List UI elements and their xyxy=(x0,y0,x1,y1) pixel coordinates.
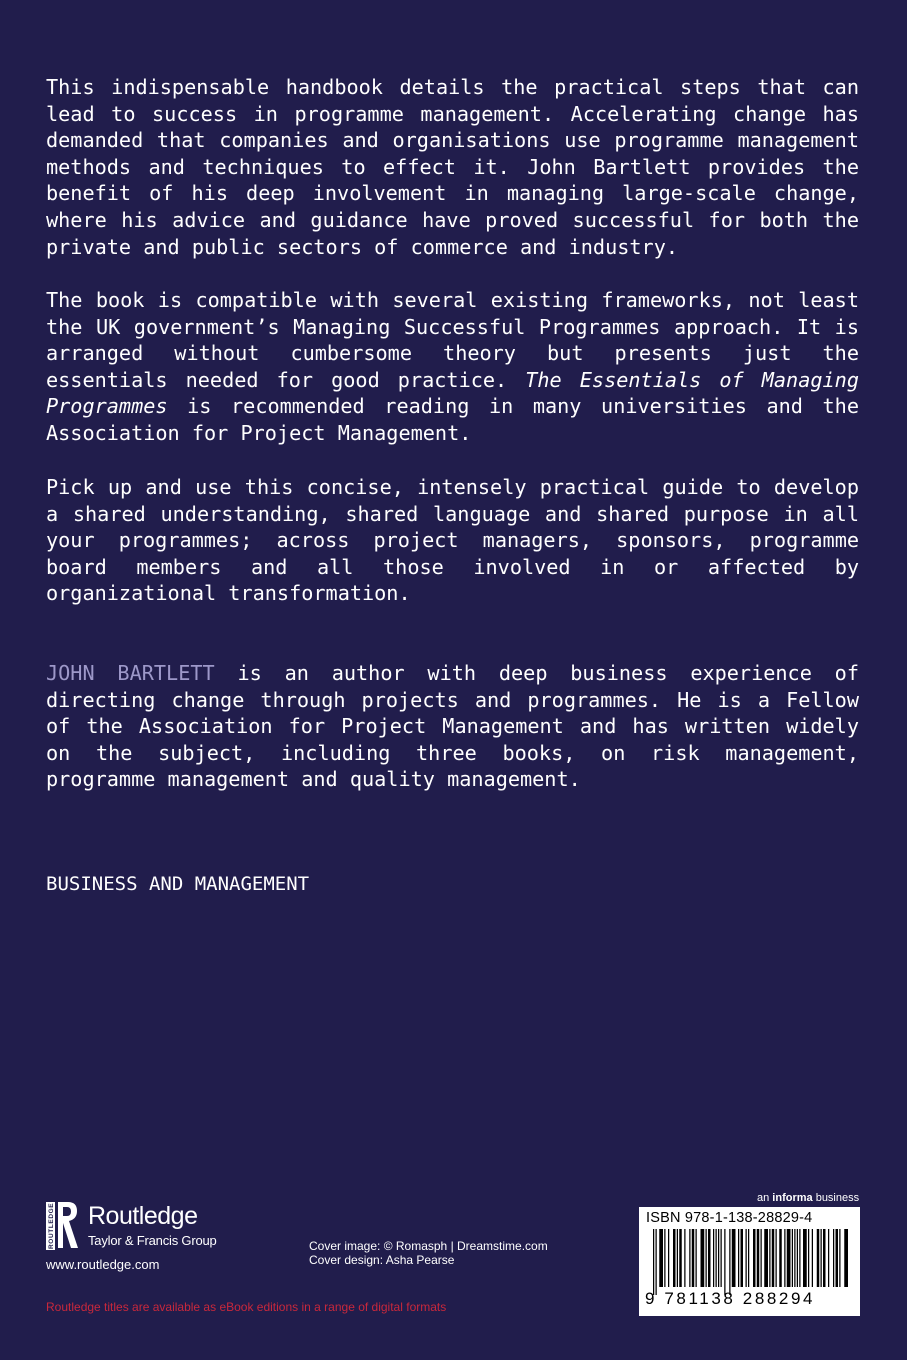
informa-tagline xyxy=(757,1192,859,1204)
publisher-group: Taylor & Francis Group xyxy=(88,1233,217,1248)
barcode-digits: 9 781138 288294 xyxy=(645,1289,816,1308)
barcode-bar xyxy=(741,1229,744,1287)
informa-prefix: an xyxy=(757,1192,773,1204)
informa-suffix: business xyxy=(812,1192,860,1204)
barcode-bar xyxy=(839,1229,840,1287)
ebook-note: Routledge titles are available as eBook editions in a range of digital formats xyxy=(46,1300,447,1314)
barcode-bar xyxy=(764,1229,768,1287)
publisher-website[interactable]: www.routledge.com xyxy=(46,1257,160,1272)
barcode-bar xyxy=(729,1229,730,1295)
cover-design-credit: Cover design: Asha Pearse xyxy=(309,1253,455,1267)
barcode-bar xyxy=(701,1229,705,1287)
routledge-logo xyxy=(46,1200,246,1260)
barcode-bar xyxy=(797,1229,798,1287)
barcode-bar xyxy=(776,1229,777,1287)
barcode-bar xyxy=(716,1229,717,1287)
barcode-bar xyxy=(689,1229,690,1287)
barcode-bar xyxy=(794,1229,795,1287)
barcode-bar xyxy=(844,1229,848,1287)
barcode-bar xyxy=(677,1229,678,1287)
barcode-bar xyxy=(772,1229,775,1287)
author-bio xyxy=(46,660,859,793)
barcode-bar xyxy=(836,1229,839,1287)
barcode-bar xyxy=(668,1229,669,1287)
barcode-bar xyxy=(803,1229,807,1287)
category-label: BUSINESS AND MANAGEMENT xyxy=(46,873,310,895)
book-title-italic: The Essentials of Managing Programmes xyxy=(46,367,859,419)
barcode-bar xyxy=(761,1229,762,1287)
blurb-paragraph-1: This indispensable handbook details the practical steps that can lead to success in programme management. Accelerating change has demanded that companies and organisations use programme management methods and techniques to effect it. John Bartlett provides the benefit of his deep involvement in managing large-scale change, where his advice and guidance have proved successful for both the private and public sectors of commerce and industry. xyxy=(46,75,859,259)
author-name: JOHN BARTLETT xyxy=(46,661,215,685)
barcode-bar xyxy=(724,1229,725,1295)
routledge-logo-vertical-text: ROUTLEDGE xyxy=(47,1202,55,1249)
barcode-bar xyxy=(748,1229,749,1287)
barcode-bar xyxy=(799,1229,800,1287)
author-bio-text: is an author with deep business experience of directing change through projects and programmes. He is a Fellow of the Association for Project Management and has written widely on the subject, including three books, on risk management, programme management and quality management. xyxy=(46,661,859,792)
blurb-paragraph-2 xyxy=(46,287,859,447)
barcode-bar xyxy=(808,1229,809,1287)
blurb-paragraph-2-start: The book is compatible with several existing frameworks, not least the UK government’s Managing Successful Programmes approach. It is arranged without cumbersome theory but presents just the essentials needed for good practice. xyxy=(46,288,859,392)
barcode-bar xyxy=(656,1229,657,1295)
barcode-bar xyxy=(684,1229,685,1287)
barcode-bar xyxy=(718,1229,719,1287)
barcode-bar xyxy=(692,1229,695,1287)
barcode-bar xyxy=(659,1229,663,1287)
barcode-bar xyxy=(664,1229,665,1287)
barcode-bar xyxy=(757,1229,760,1287)
blurb-paragraph-3: Pick up and use this concise, intensely practical guide to develop a shared understanding, shared language and shared purpose in all your programmes; across project managers, sponsors, programme board members and all those involved in or affected by organizational transformation. xyxy=(46,475,859,606)
barcode-bar xyxy=(784,1229,785,1287)
cover-image-credit: Cover image: © Romasph | Dreamstime.com xyxy=(309,1239,548,1253)
barcode-bar xyxy=(679,1229,682,1287)
barcode-bar xyxy=(732,1229,736,1287)
barcode-bar xyxy=(746,1229,747,1287)
barcode-bar xyxy=(653,1229,654,1295)
publisher-name: Routledge xyxy=(88,1202,198,1230)
barcode-bar xyxy=(812,1229,813,1287)
blurb-paragraph-2-end: is recommended reading in many universities and the Association for Project Management. xyxy=(46,394,859,445)
barcode-bar xyxy=(673,1229,676,1287)
barcode-bar xyxy=(721,1229,722,1287)
routledge-logo-icon xyxy=(46,1200,80,1252)
barcode-bar xyxy=(821,1229,822,1287)
barcode-bar xyxy=(769,1229,770,1287)
barcode-bar xyxy=(706,1229,707,1287)
barcode-bar xyxy=(738,1229,739,1287)
isbn-label: ISBN 978-1-138-28829-4 xyxy=(646,1210,813,1226)
isbn-barcode xyxy=(639,1207,860,1316)
barcode-bar xyxy=(833,1229,834,1287)
barcode-bar xyxy=(696,1229,697,1287)
cover-credits xyxy=(309,1239,548,1267)
barcode-bar xyxy=(817,1229,820,1287)
barcode-bar xyxy=(779,1229,782,1287)
barcode-bar xyxy=(823,1229,826,1287)
barcode-bar xyxy=(792,1229,793,1287)
barcode-bar xyxy=(787,1229,791,1287)
barcode-bar xyxy=(828,1229,829,1287)
barcode-bar xyxy=(708,1229,711,1287)
informa-brand: informa xyxy=(772,1192,813,1204)
barcode-bar xyxy=(713,1229,714,1287)
barcode-bar xyxy=(753,1229,756,1287)
